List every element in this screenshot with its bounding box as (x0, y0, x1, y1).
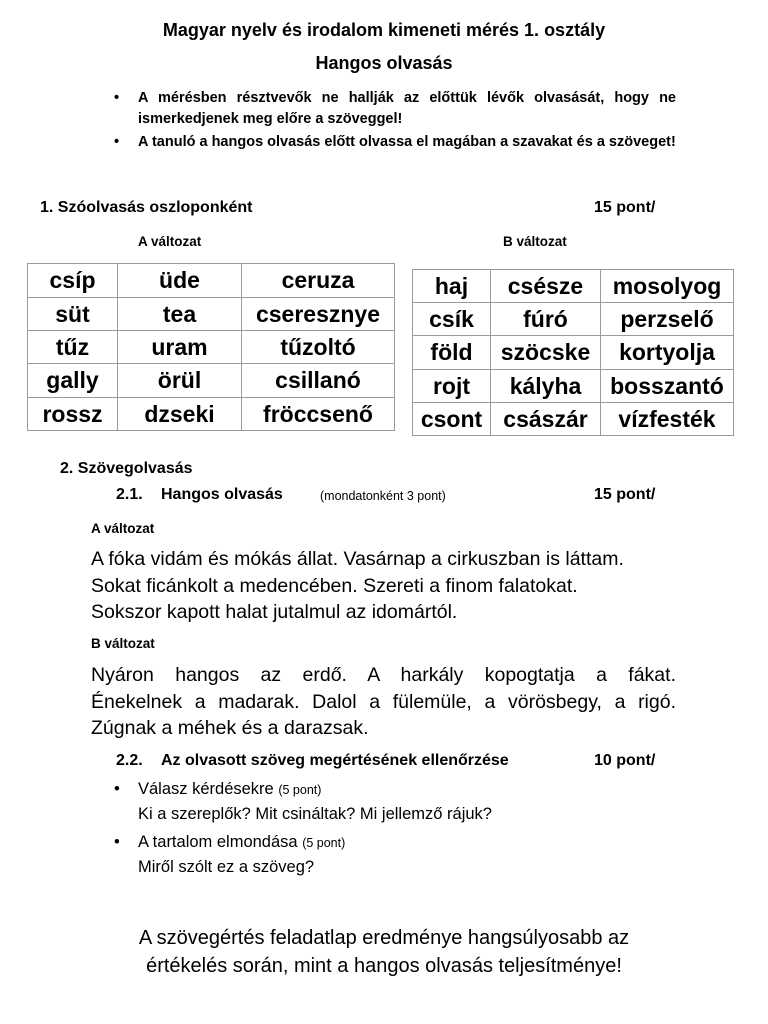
subsection-title: Az olvasott szöveg megértésének ellenőrzése (161, 752, 509, 769)
word-cell: tűzoltó (242, 331, 395, 364)
word-cell: rossz (28, 398, 118, 431)
text-line: A fóka vidám és mókás állat. Vasárnap a cirkuszban is láttam. (91, 548, 624, 570)
text-variant-a-label: A változat (91, 521, 155, 536)
text-line: Sokszor kapott halat jutalmul az idomártól. (91, 601, 458, 623)
text-variant-b-label: B változat (91, 636, 155, 651)
word-cell: dzseki (118, 398, 242, 431)
word-cell: csésze (491, 270, 601, 303)
item-note: (5 pont) (302, 836, 346, 850)
item-note: (5 pont) (278, 783, 322, 797)
item-label: A tartalom elmondása (138, 833, 298, 851)
subsection-points: 15 pont/ (594, 486, 656, 503)
word-cell: üde (118, 264, 242, 298)
word-cell: szöcske (491, 336, 601, 370)
word-cell: gally (28, 364, 118, 398)
section1-points: 15 pont/ (594, 199, 656, 216)
word-cell: tea (118, 298, 242, 331)
footer-line: A szövegértés feladatlap eredménye hangsúlyosabb az (138, 927, 630, 949)
list-item (114, 777, 674, 826)
word-cell: cseresznye (242, 298, 395, 331)
word-cell: süt (28, 298, 118, 331)
reading-text-a (91, 546, 691, 626)
subsection-points: 10 pont/ (594, 752, 656, 769)
word-cell: tűz (28, 331, 118, 364)
instructions-list (112, 88, 676, 155)
word-cell: mosolyog (601, 270, 734, 303)
comprehension-list (114, 777, 674, 879)
list-item (114, 830, 674, 879)
word-cell: kályha (491, 370, 601, 403)
page-title: Magyar nyelv és irodalom kimeneti mérés 1. osztály (162, 20, 606, 40)
word-cell: perzselő (601, 303, 734, 336)
instruction-item: • A mérésben résztvevők ne hallják az előttük lévők olvasását, hogy ne ismerkedjenek meg előre a szöveggel! (112, 88, 676, 130)
subsection-note: (mondatonként 3 pont) (320, 489, 446, 503)
subsection-number: 2.2. (116, 752, 143, 769)
item-detail: Miről szólt ez a szöveg? (138, 858, 315, 876)
word-cell: rojt (413, 370, 491, 403)
word-cell: csíp (28, 264, 118, 298)
section1-title: 1. Szóolvasás oszloponként (40, 199, 253, 216)
page-subtitle: Hangos olvasás (315, 53, 453, 73)
subsection-number: 2.1. (116, 486, 143, 503)
word-cell: kortyolja (601, 336, 734, 370)
word-cell: vízfesték (601, 403, 734, 436)
text-line: Énekelnek a madarak. Dalol a fülemüle, a vörösbegy, a rigó. (91, 690, 676, 713)
word-cell: csillanó (242, 364, 395, 398)
word-cell: fröccsenő (242, 398, 395, 431)
reading-text-b (91, 662, 676, 742)
footer-note (0, 924, 768, 980)
word-cell: császár (491, 403, 601, 436)
word-cell: föld (413, 336, 491, 370)
word-cell: bosszantó (601, 370, 734, 403)
word-table-b (412, 269, 734, 436)
word-cell: ceruza (242, 264, 395, 298)
footer-line: értékelés során, mint a hangos olvasás teljesítménye! (146, 955, 622, 977)
word-cell: csík (413, 303, 491, 336)
item-detail: Ki a szereplők? Mit csináltak? Mi jellemző rájuk? (138, 805, 492, 823)
text-line: Nyáron hangos az erdő. A harkály kopogtatja a fákat. (91, 664, 676, 686)
word-table-a (27, 263, 395, 431)
section2-title: 2. Szövegolvasás (60, 460, 193, 477)
text-line: Sokat ficánkolt a medencében. Szereti a finom falatokat. (91, 574, 578, 597)
variant-b-label: B változat (503, 234, 567, 249)
word-cell: örül (118, 364, 242, 398)
instruction-item: • A tanuló a hangos olvasás előtt olvassa el magában a szavakat és a szöveget! (112, 132, 676, 153)
word-cell: fúró (491, 303, 601, 336)
word-cell: csont (413, 403, 491, 436)
word-cell: haj (413, 270, 491, 303)
subsection-title: Hangos olvasás (161, 486, 283, 503)
item-label: Válasz kérdésekre (138, 780, 274, 798)
text-line: Zúgnak a méhek és a darazsak. (91, 717, 369, 739)
word-cell: uram (118, 331, 242, 364)
variant-a-label: A változat (138, 234, 202, 249)
